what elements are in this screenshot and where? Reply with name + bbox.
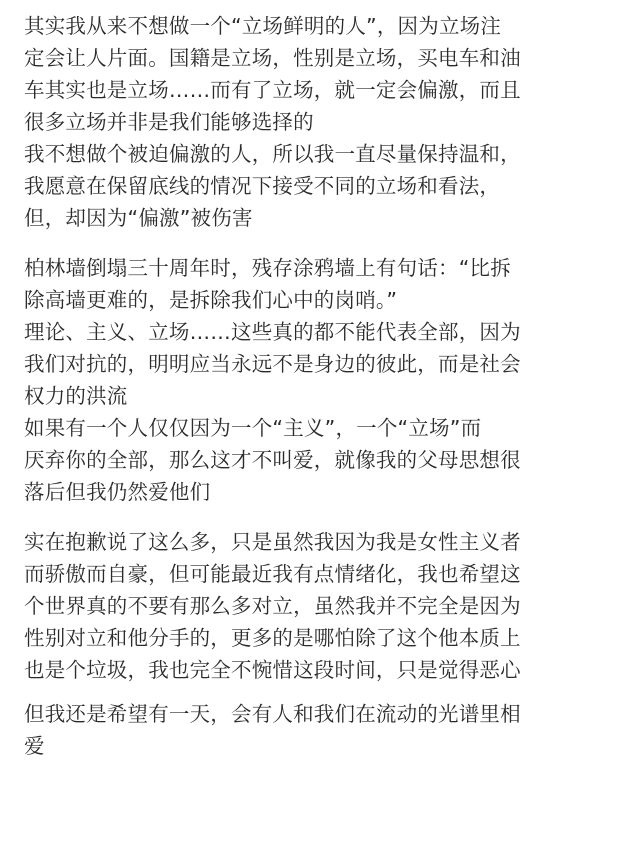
text-line: 但，却因为“偏激”被伤害 [24, 206, 253, 230]
text-line: 理论、主义、立场……这些真的都不能代表全部，因为 [24, 320, 521, 344]
text-line: 其实我从来不想做一个“立场鲜明的人”，因为立场注 [24, 14, 502, 38]
post-body [24, 10, 624, 762]
text-line: 但我还是希望有一天，会有人和我们在流动的光谱里相 [24, 702, 521, 726]
text-line: 也是个垃圾，我也完全不惋惜这段时间，只是觉得恶心 [24, 658, 521, 682]
paragraph-4 [24, 698, 624, 762]
text-line: 如果有一个人仅仅因为一个“主义”，一个“立场”而 [24, 416, 482, 440]
text-line: 定会让人片面。国籍是立场，性别是立场，买电车和油 [24, 46, 521, 70]
text-line: 除高墙更难的，是拆除我们心中的岗哨。” [24, 288, 398, 312]
text-line: 我愿意在保留底线的情况下接受不同的立场和看法， [24, 174, 501, 198]
paragraph-1 [24, 10, 624, 234]
paragraph-3 [24, 526, 624, 686]
paragraph-2 [24, 252, 624, 508]
text-line: 柏林墙倒塌三十周年时，残存涂鸦墙上有句话：“比拆 [24, 256, 511, 280]
text-line: 我们对抗的，明明应当永远不是身边的彼此，而是社会 [24, 352, 521, 376]
paragraph-gap [24, 686, 624, 698]
text-line: 厌弃你的全部，那么这才不叫爱，就像我的父母思想很 [24, 448, 521, 472]
paragraph-gap [24, 234, 624, 252]
text-line: 个世界真的不要有那么多对立，虽然我并不完全是因为 [24, 594, 521, 618]
text-line: 权力的洪流 [24, 384, 128, 408]
text-line: 很多立场并非是我们能够选择的 [24, 110, 314, 134]
text-line: 爱 [24, 734, 45, 758]
text-line: 我不想做个被迫偏激的人，所以我一直尽量保持温和， [24, 142, 521, 166]
text-line: 性别对立和他分手的，更多的是哪怕除了这个他本质上 [24, 626, 521, 650]
text-line: 实在抱歉说了这么多，只是虽然我因为我是女性主义者 [24, 530, 521, 554]
text-line: 落后但我仍然爱他们 [24, 480, 211, 504]
paragraph-gap [24, 508, 624, 526]
text-line: 而骄傲而自豪，但可能最近我有点情绪化，我也希望这 [24, 562, 521, 586]
text-line: 车其实也是立场……而有了立场，就一定会偏激，而且 [24, 78, 521, 102]
